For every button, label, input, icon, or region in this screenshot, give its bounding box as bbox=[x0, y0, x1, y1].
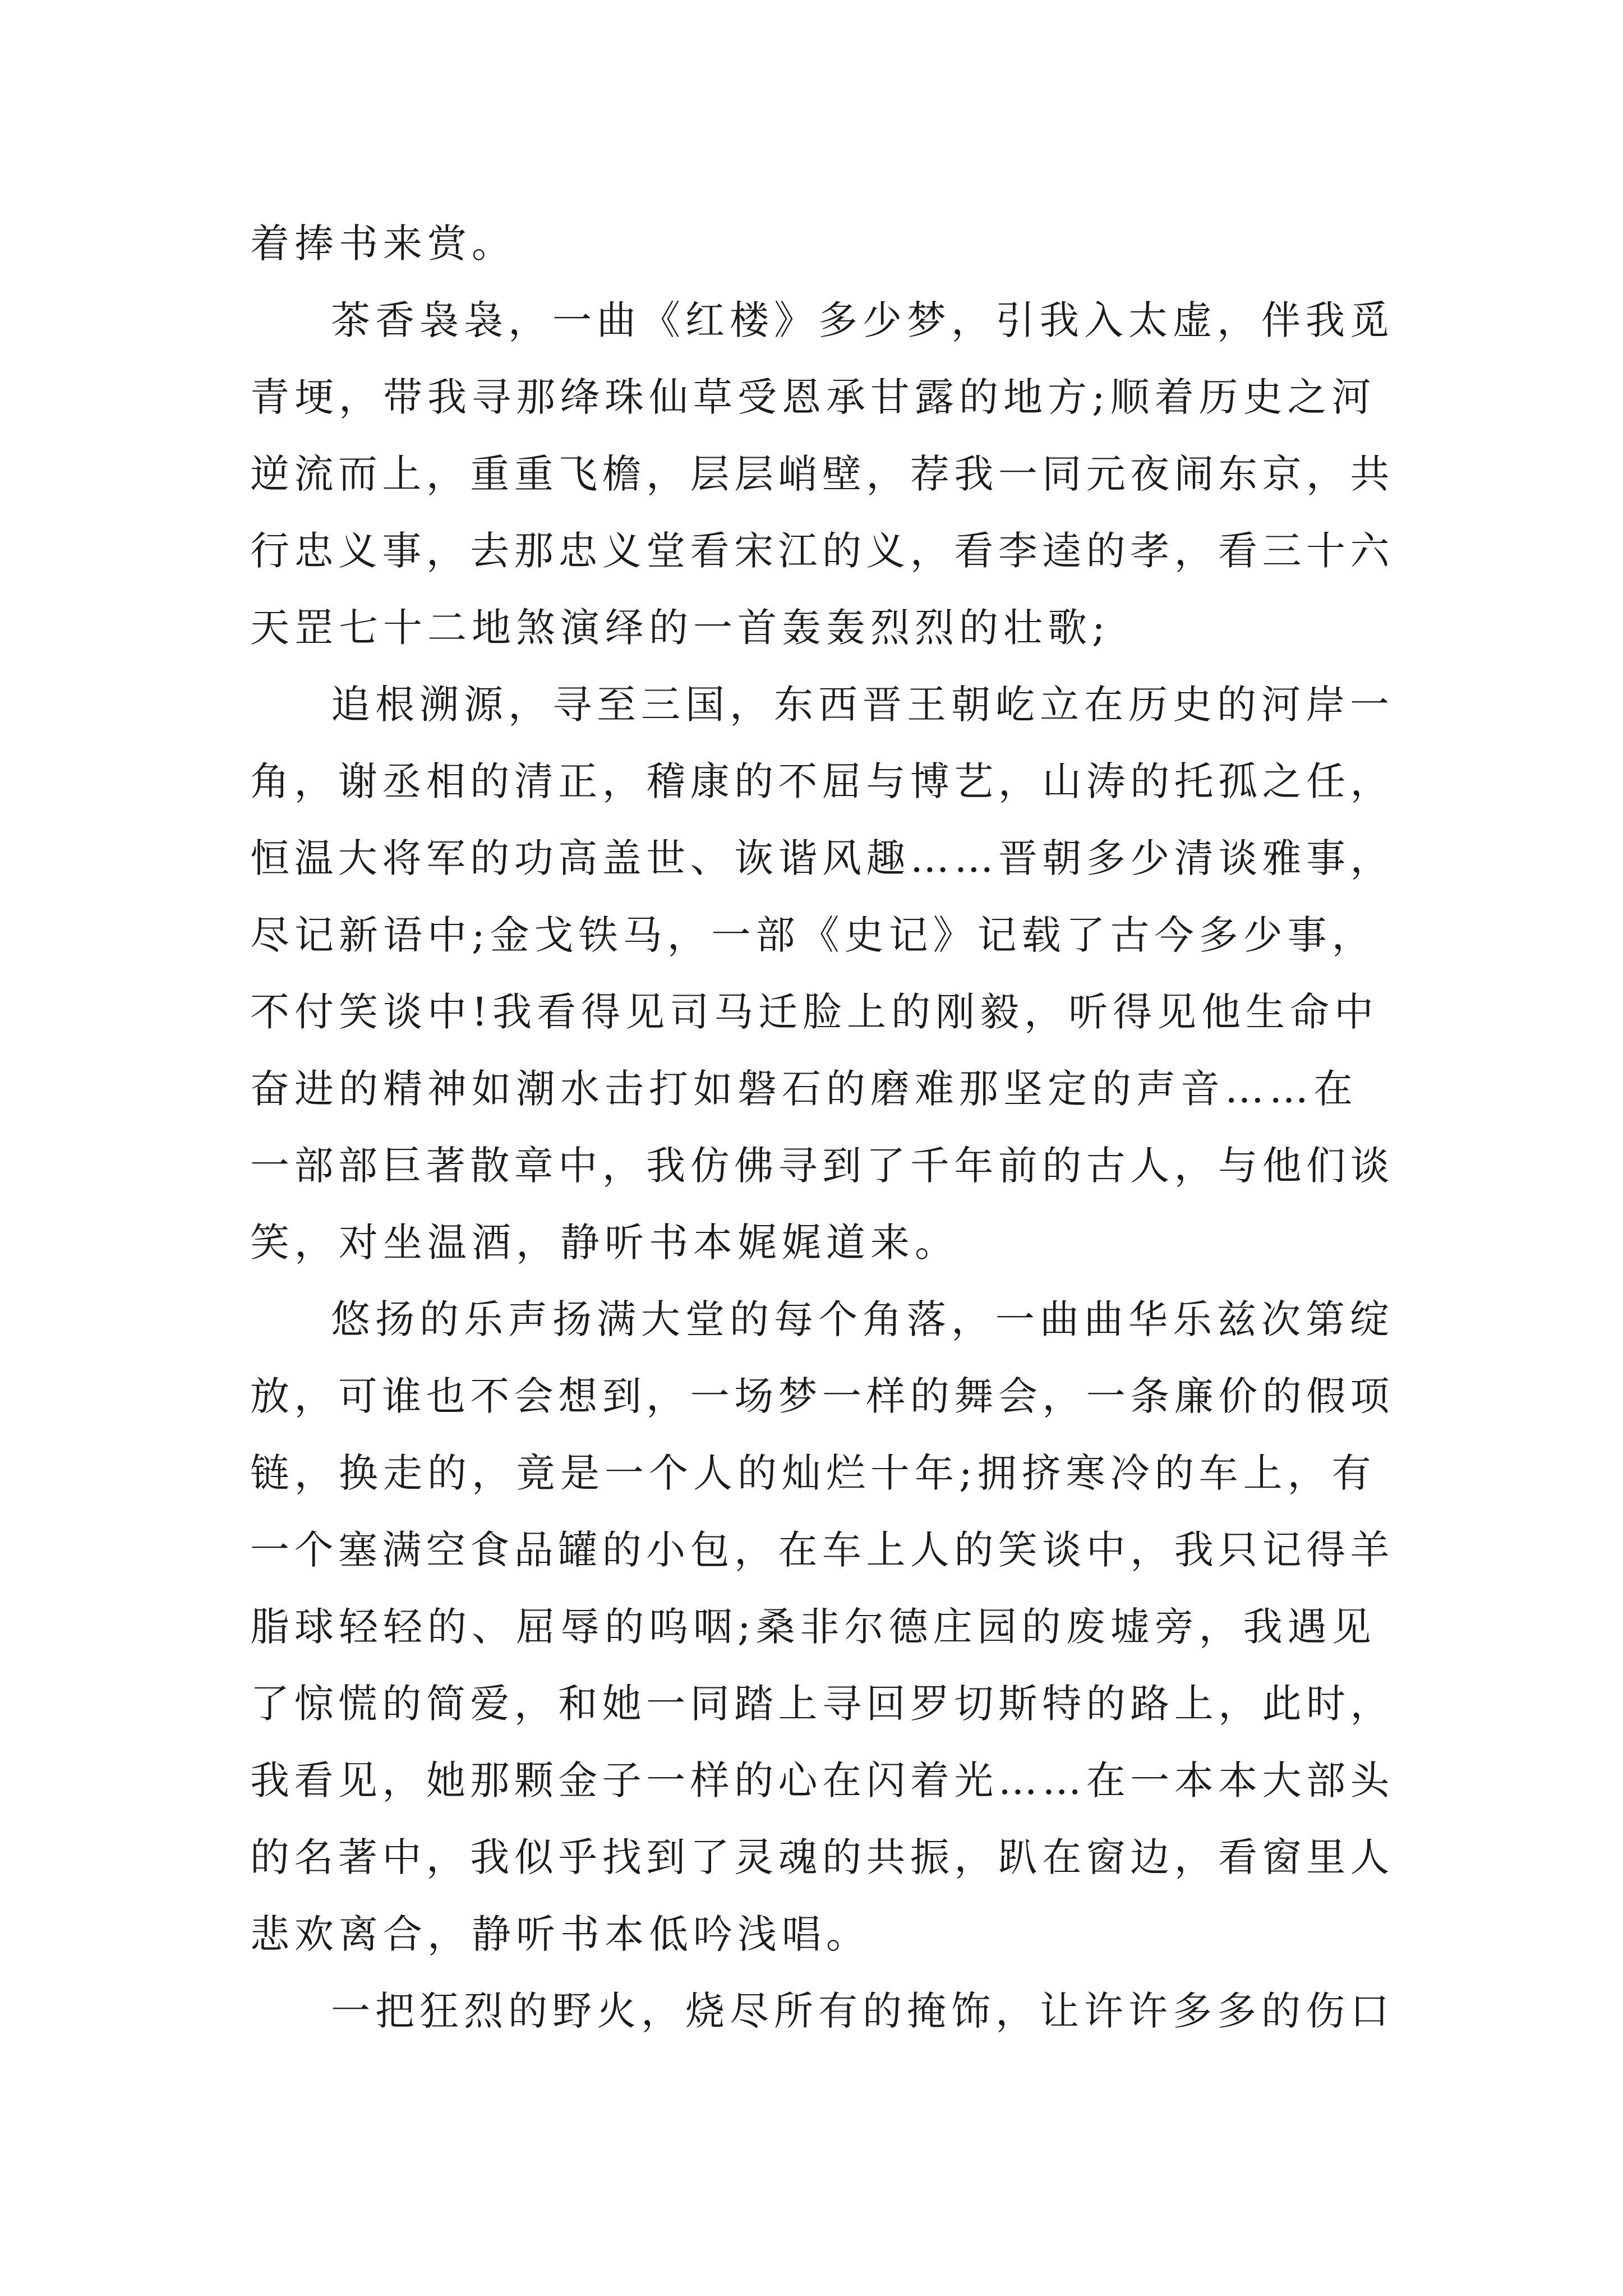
text-line: 茶香袅袅，一曲《红楼》多少梦，引我入太虚，伴我觅 bbox=[331, 297, 1394, 343]
text-line: 一部部巨著散章中，我仿佛寻到了千年前的古人，与他们谈 bbox=[250, 1143, 1394, 1189]
text-line: 天罡七十二地煞演绎的一首轰轰烈烈的壮歌; bbox=[250, 605, 1110, 651]
text-line: 的名著中，我似乎找到了灵魂的共振，趴在窗边，看窗里人 bbox=[250, 1834, 1394, 1880]
text-line: 追根溯源，寻至三国，东西晋王朝屹立在历史的河岸一 bbox=[331, 682, 1394, 728]
text-line: 逆流而上，重重飞檐，层层峭壁，荐我一同元夜闹东京，共 bbox=[250, 451, 1394, 497]
text-line: 一把狂烈的野火，烧尽所有的掩饰，让许许多多的伤口 bbox=[331, 1988, 1394, 2034]
text-line: 链，换走的，竟是一个人的灿烂十年;拥挤寒冷的车上，有 bbox=[250, 1450, 1376, 1496]
text-line: 青埂，带我寻那绛珠仙草受恩承甘露的地方;顺着历史之河 bbox=[250, 374, 1376, 420]
text-line: 角，谢丞相的清正，稽康的不屈与博艺，山涛的托孤之任， bbox=[250, 758, 1394, 804]
text-line: 奋进的精神如潮水击打如磐石的磨难那坚定的声音……在 bbox=[250, 1066, 1358, 1112]
text-line: 了惊慌的简爱，和她一同踏上寻回罗切斯特的路上，此时， bbox=[250, 1681, 1394, 1727]
text-line: 笑，对坐温酒，静听书本娓娓道来。 bbox=[250, 1220, 959, 1266]
text-line: 尽记新语中;金戈铁马，一部《史记》记载了古今多少事， bbox=[250, 912, 1376, 958]
text-line: 着捧书来赏。 bbox=[250, 220, 516, 266]
text-line: 悠扬的乐声扬满大堂的每个角落，一曲曲华乐兹次第绽 bbox=[331, 1296, 1394, 1342]
text-line: 放，可谁也不会想到，一场梦一样的舞会，一条廉价的假项 bbox=[250, 1373, 1394, 1419]
text-line: 我看见，她那颗金子一样的心在闪着光……在一本本大部头 bbox=[250, 1757, 1394, 1803]
text-line: 悲欢离合，静听书本低吟浅唱。 bbox=[250, 1911, 870, 1957]
text-line: 恒温大将军的功高盖世、诙谐风趣……晋朝多少清谈雅事， bbox=[250, 835, 1394, 881]
text-line: 一个塞满空食品罐的小包，在车上人的笑谈中，我只记得羊 bbox=[250, 1527, 1394, 1573]
text-line: 脂球轻轻的、屈辱的呜咽;桑非尔德庄园的废墟旁，我遇见 bbox=[250, 1604, 1376, 1650]
body-text bbox=[250, 205, 1394, 2050]
text-line: 行忠义事，去那忠义堂看宋江的义，看李逵的孝，看三十六 bbox=[250, 528, 1394, 574]
text-line: 不付笑谈中!我看得见司马迁脸上的刚毅，听得见他生命中 bbox=[250, 989, 1379, 1035]
